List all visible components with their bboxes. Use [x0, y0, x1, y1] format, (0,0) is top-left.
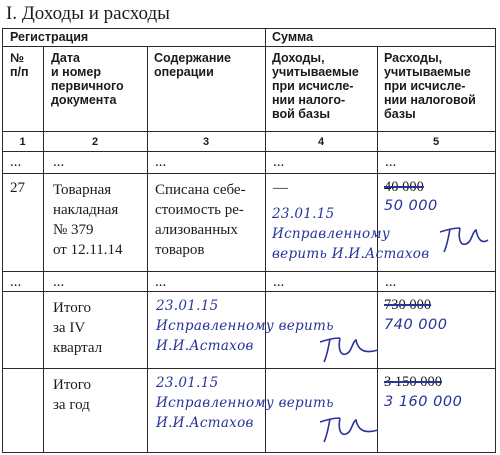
column-number: 2 — [91, 136, 99, 148]
row-number: 27 — [10, 180, 25, 196]
row-content: Списана себе- стоимость ре- ализованных товаров — [155, 182, 246, 258]
table-rule — [2, 131, 496, 132]
table-rule — [2, 291, 496, 292]
page-title: I. Доходы и расходы — [6, 3, 170, 24]
row-document: Товарная накладная № 379 от 12.11.14 — [53, 182, 123, 258]
table-rule — [2, 368, 496, 369]
table-rule — [2, 173, 496, 174]
expense-old-value: 3 150 000 — [384, 374, 442, 390]
correction-note: 23.01.15 Исправленному верить И.И.Астахов — [156, 375, 334, 431]
quarter-total-label: Итого за IV квартал — [53, 300, 103, 356]
signature — [316, 406, 382, 446]
income-expense-table — [2, 28, 496, 453]
header-registration: Регистрация — [10, 30, 89, 44]
expense-old-value: 730 000 — [384, 297, 432, 313]
table-rule — [147, 46, 148, 453]
expense-new-value: 3 160 000 — [384, 394, 463, 410]
year-total-label: Итого за год — [53, 377, 91, 413]
table-rule — [2, 271, 496, 272]
row-income: — — [273, 180, 288, 196]
header-col-expense: Расходы, учитываемые при исчисле- нии налоговой базы — [384, 51, 476, 121]
table-rule — [2, 28, 3, 453]
ellipsis-cell: ... — [155, 274, 167, 290]
signature — [436, 216, 496, 256]
ellipsis-cell: ... — [385, 274, 397, 290]
ellipsis-cell: ... — [273, 274, 285, 290]
ellipsis-cell: ... — [53, 154, 65, 170]
table-rule — [2, 151, 496, 152]
ellipsis-cell: ... — [53, 274, 65, 290]
column-number: 3 — [202, 136, 210, 148]
table-rule — [2, 452, 496, 453]
table-rule — [2, 46, 496, 47]
column-number: 4 — [317, 136, 325, 148]
header-col-document: Дата и номер первичного документа — [51, 51, 124, 107]
ellipsis-cell: ... — [10, 154, 22, 170]
header-col-number: № п/п — [10, 51, 29, 79]
table-rule — [43, 46, 44, 453]
expense-new-value: 50 000 — [384, 198, 438, 214]
header-col-income: Доходы, учитываемые при исчисле- нии налого- вой базы — [272, 51, 359, 121]
ellipsis-cell: ... — [385, 154, 397, 170]
correction-note: 23.01.15 Исправленному верить И.И.Астахов — [272, 206, 430, 262]
expense-new-value: 740 000 — [384, 317, 448, 333]
signature — [316, 326, 382, 366]
ellipsis-cell: ... — [273, 154, 285, 170]
expense-old-value: 40 000 — [384, 179, 424, 195]
ellipsis-cell: ... — [155, 154, 167, 170]
table-rule — [2, 28, 496, 29]
correction-note: 23.01.15 Исправленному верить И.И.Астахов — [156, 298, 334, 354]
header-col-content: Содержание операции — [154, 51, 232, 79]
column-number: 5 — [432, 136, 440, 148]
ellipsis-cell: ... — [10, 274, 22, 290]
header-sum: Сумма — [272, 30, 314, 44]
column-number: 1 — [19, 136, 26, 148]
